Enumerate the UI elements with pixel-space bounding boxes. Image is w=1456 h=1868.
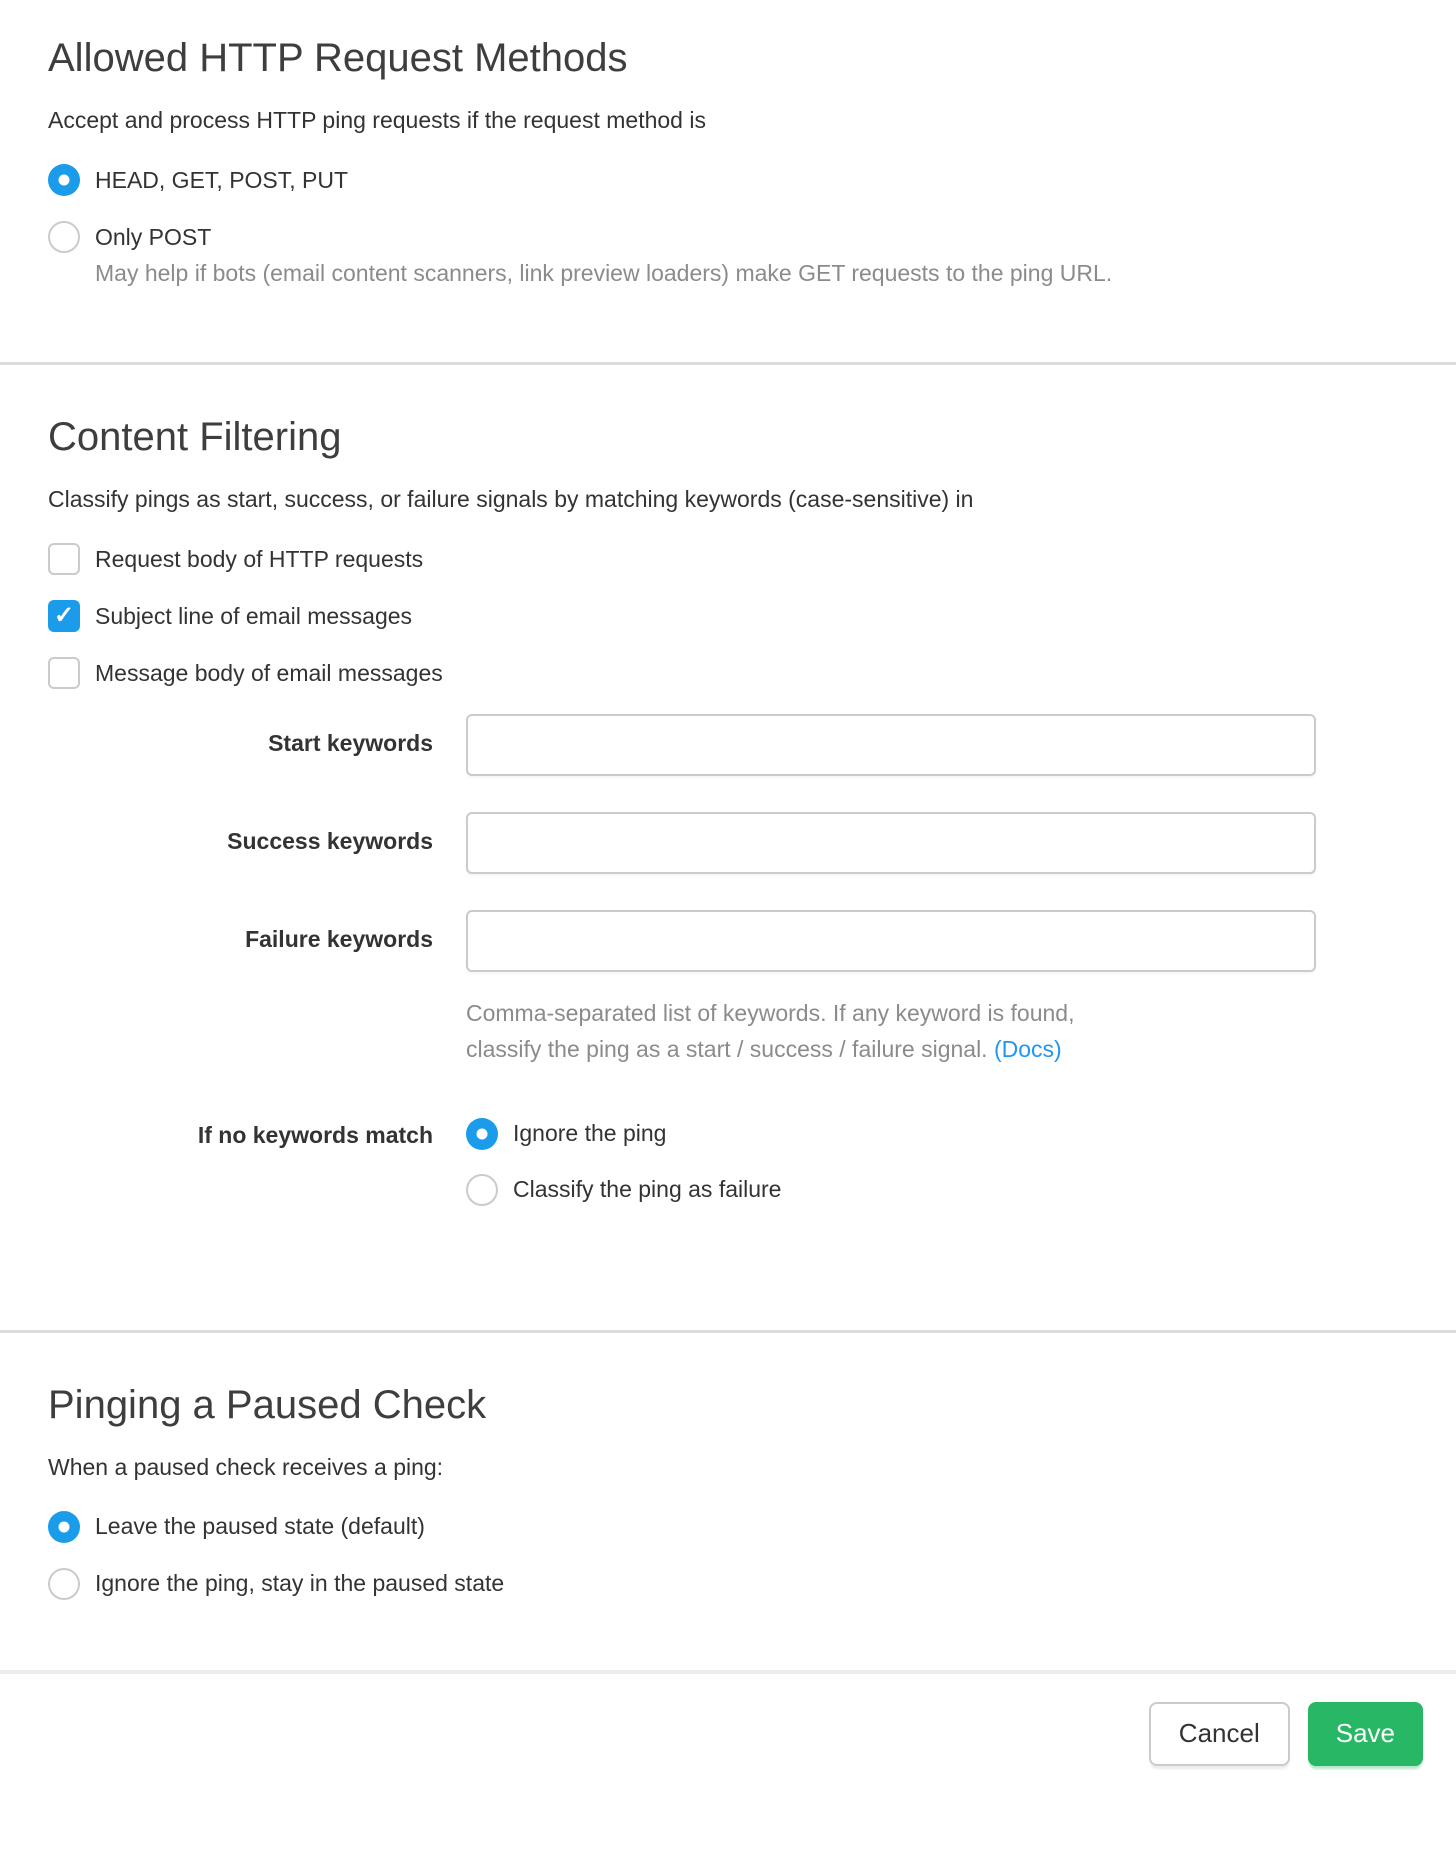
failure-keywords-input[interactable] xyxy=(466,910,1316,972)
start-keywords-input[interactable] xyxy=(466,714,1316,776)
no-keywords-match-options xyxy=(466,1118,781,1206)
form-row-success-keywords xyxy=(48,812,1408,874)
radio-selected-icon[interactable] xyxy=(466,1118,498,1150)
radio-unselected-icon[interactable] xyxy=(466,1174,498,1206)
checkbox-unchecked-icon[interactable] xyxy=(48,657,80,689)
only-post-note: May help if bots (email content scanners, link preview loaders) make GET requests to the ping URL. xyxy=(95,260,1113,286)
radio-option-label: Ignore the ping, stay in the paused state xyxy=(95,1570,505,1597)
radio-selected-icon[interactable] xyxy=(48,1511,80,1543)
radio-option-label: Leave the paused state (default) xyxy=(95,1513,425,1540)
checkbox-row-request-body[interactable] xyxy=(48,543,1408,575)
radio-option-label: Classify the ping as failure xyxy=(513,1176,782,1203)
keywords-help-row xyxy=(48,996,1408,1067)
content-filtering-title: Content Filtering xyxy=(48,415,342,460)
checkbox-unchecked-icon[interactable] xyxy=(48,543,80,575)
keywords-help-text xyxy=(466,996,1074,1067)
form-row-start-keywords xyxy=(48,714,1408,776)
radio-unselected-icon[interactable] xyxy=(48,1568,80,1600)
radio-option-only-post[interactable] xyxy=(48,221,1408,253)
checkbox-label: Request body of HTTP requests xyxy=(95,545,424,572)
paused-check-title: Pinging a Paused Check xyxy=(48,1382,487,1427)
checkbox-label: Message body of email messages xyxy=(95,659,443,686)
docs-link[interactable]: (Docs) xyxy=(993,1035,1062,1062)
checkbox-checked-icon[interactable]: ✓ xyxy=(48,600,80,632)
start-keywords-label: Start keywords xyxy=(268,730,433,757)
no-keywords-match-row xyxy=(48,1118,1408,1206)
radio-option-ignore-the-ping[interactable] xyxy=(466,1118,781,1150)
failure-keywords-label: Failure keywords xyxy=(245,926,433,953)
radio-option-head-get-post-put[interactable] xyxy=(48,164,1408,196)
section-content-filtering xyxy=(0,365,1456,1329)
allowed-methods-description: Accept and process HTTP ping requests if the request method is xyxy=(48,107,706,133)
radio-selected-icon[interactable] xyxy=(48,164,80,196)
keywords-help-line1: Comma-separated list of keywords. If any keyword is found, xyxy=(466,1000,1075,1027)
form-row-failure-keywords xyxy=(48,910,1408,972)
radio-option-leave-paused-state[interactable] xyxy=(48,1511,1408,1543)
radio-option-classify-as-failure[interactable] xyxy=(466,1174,781,1206)
allowed-methods-title: Allowed HTTP Request Methods xyxy=(48,36,628,80)
radio-option-ignore-ping-stay-paused[interactable] xyxy=(48,1568,1408,1600)
section-pinging-paused-check xyxy=(0,1333,1456,1670)
no-keywords-match-label: If no keywords match xyxy=(197,1121,433,1148)
checkbox-row-message-body[interactable] xyxy=(48,657,1408,689)
checkbox-label: Subject line of email messages xyxy=(95,602,413,629)
success-keywords-label: Success keywords xyxy=(227,828,433,855)
keywords-form xyxy=(48,714,1408,1205)
success-keywords-input[interactable] xyxy=(466,812,1316,874)
paused-check-description: When a paused check receives a ping: xyxy=(48,1453,444,1480)
radio-option-label: Only POST xyxy=(95,223,212,250)
save-button[interactable]: Save xyxy=(1308,1702,1423,1766)
section-allowed-http-methods xyxy=(0,0,1456,362)
content-filtering-description: Classify pings as start, success, or failure signals by matching keywords (case-sensitive) in xyxy=(48,486,974,513)
keywords-help-line2: classify the ping as a start / success / failure signal. xyxy=(466,1035,988,1062)
footer xyxy=(0,1674,1456,1800)
radio-option-label: Ignore the ping xyxy=(513,1120,667,1147)
radio-option-label: HEAD, GET, POST, PUT xyxy=(95,166,349,193)
radio-unselected-icon[interactable] xyxy=(48,221,80,253)
cancel-button[interactable]: Cancel xyxy=(1149,1702,1290,1766)
checkbox-row-subject-line[interactable] xyxy=(48,600,1408,632)
empty-label-spacer xyxy=(48,996,433,1067)
